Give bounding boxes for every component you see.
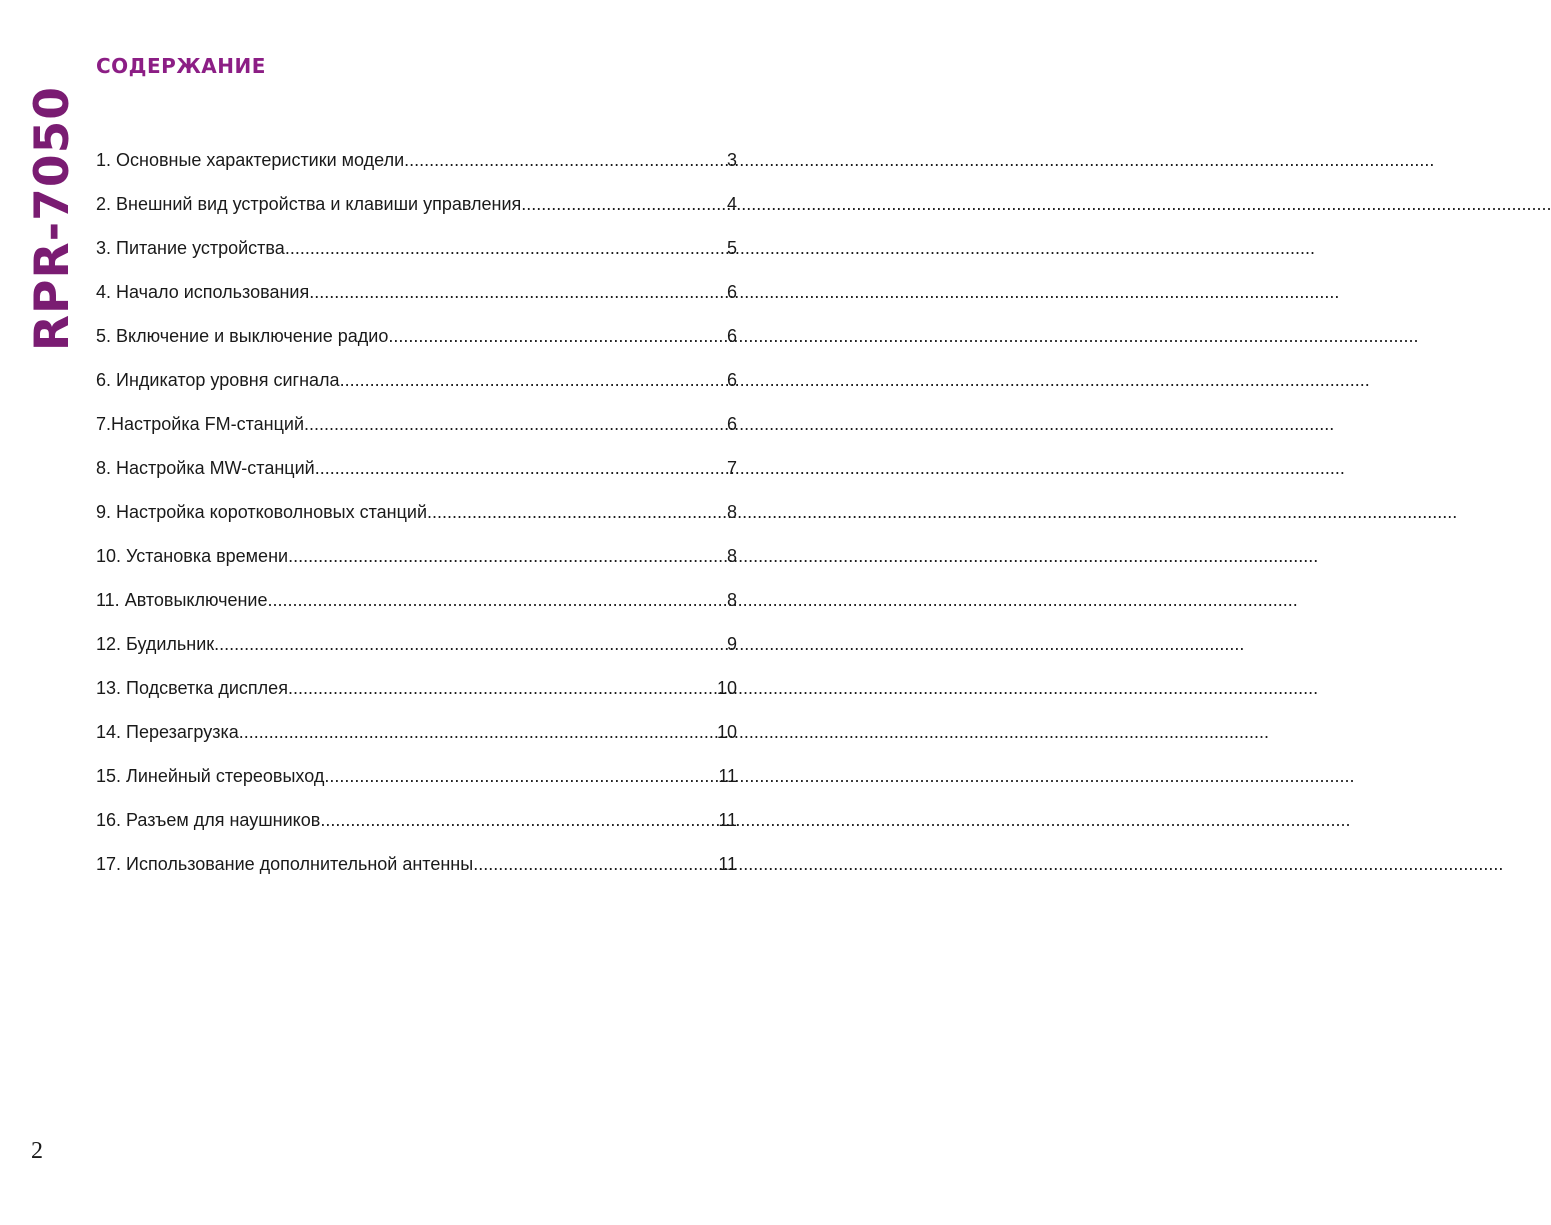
toc-entry[interactable] (96, 362, 737, 406)
toc-dot-leader (288, 538, 727, 574)
toc-entry-title: 14. Перезагрузка (96, 722, 239, 742)
toc-entry[interactable] (96, 626, 737, 670)
toc-entry[interactable] (96, 450, 737, 494)
toc-entry-page-number: 6 (726, 414, 737, 434)
toc-entry-title: 5. Включение и выключение радио (96, 326, 389, 346)
toc-entry[interactable] (96, 582, 737, 626)
toc-dot-leader (285, 230, 727, 266)
toc-dot-leader (404, 142, 727, 178)
toc-entry-title: 2. Внешний вид устройства и клавиши управления (96, 194, 522, 214)
toc-entry-title: 4. Начало использования (96, 282, 310, 302)
toc-entry-title: 9. Настройка коротковолновых станций (96, 502, 428, 522)
toc-dot-leader (340, 362, 727, 398)
toc-entry-title: 13. Подсветка дисплея (96, 678, 288, 698)
toc-dot-leader (268, 582, 727, 618)
toc-dot-leader (324, 758, 718, 794)
toc-entry-title: 15. Линейный стереовыход (96, 766, 325, 786)
toc-entry-title: 7.Настройка FM-станций (96, 414, 305, 434)
toc-entry-title: 12. Будильник (96, 634, 215, 654)
toc-entry-page-number: 6 (726, 326, 737, 346)
page-number: 2 (31, 1138, 43, 1164)
toc-dot-leader (427, 494, 727, 530)
toc-entry-page-number: 8 (726, 502, 737, 522)
model-name-text: RPR-7050 (25, 86, 80, 352)
toc-entry-title: 1. Основные характеристики модели (96, 150, 405, 170)
toc-entry[interactable] (96, 274, 737, 318)
toc-entry-page-number: 6 (726, 370, 737, 390)
toc-dot-leader (288, 670, 717, 706)
toc-entry-page-number: 8 (726, 546, 737, 566)
toc-entry-title: 3. Питание устройства (96, 238, 285, 258)
toc-dot-leader (304, 406, 727, 442)
toc-entry[interactable] (96, 318, 737, 362)
toc-entry-title: 10. Установка времени (96, 546, 289, 566)
toc-entry[interactable] (96, 494, 737, 538)
toc-entry-page-number: 11 (718, 810, 737, 830)
toc-dot-leader (521, 186, 727, 222)
toc-entry[interactable] (96, 846, 737, 890)
model-name-vertical (25, 86, 80, 366)
toc-dot-leader (320, 802, 718, 838)
toc-entry-page-number: 5 (726, 238, 737, 258)
toc-entry[interactable] (96, 186, 737, 230)
toc-dot-leader (473, 846, 718, 882)
toc-entry[interactable] (96, 538, 737, 582)
toc-dot-leader (214, 626, 727, 662)
toc-entry-title: 16. Разъем для наушников (96, 810, 321, 830)
toc-dot-leader (388, 318, 727, 354)
toc-entry-page-number: 4 (726, 194, 737, 214)
toc-dot-leader (315, 450, 727, 486)
toc-entry-page-number: 3 (726, 150, 737, 170)
toc-entry-page-number: 10 (716, 678, 737, 698)
toc-entry[interactable] (96, 142, 737, 186)
page-title: СОДЕРЖАНИЕ (96, 54, 266, 78)
toc-entry-page-number: 8 (726, 590, 737, 610)
toc-entry[interactable] (96, 670, 737, 714)
toc-entry-title: 11. Автовыключение (96, 590, 268, 610)
toc-entry[interactable] (96, 406, 737, 450)
toc-dot-leader (309, 274, 727, 310)
toc-dot-leader (239, 714, 717, 750)
toc-entry-page-number: 11 (718, 854, 737, 874)
toc-entry-title: 8. Настройка MW-станций (96, 458, 315, 478)
toc-entry-page-number: 11 (718, 766, 737, 786)
toc-entry-page-number: 6 (726, 282, 737, 302)
toc-entry-page-number: 9 (726, 634, 737, 654)
table-of-contents (96, 142, 737, 890)
toc-entry[interactable] (96, 714, 737, 758)
toc-entry[interactable] (96, 802, 737, 846)
toc-entry[interactable] (96, 230, 737, 274)
toc-entry-page-number: 10 (716, 722, 737, 742)
toc-entry[interactable] (96, 758, 737, 802)
toc-entry-title: 17. Использование дополнительной антенны (96, 854, 474, 874)
toc-entry-title: 6. Индикатор уровня сигнала (96, 370, 340, 390)
toc-entry-page-number: 7 (726, 458, 737, 478)
